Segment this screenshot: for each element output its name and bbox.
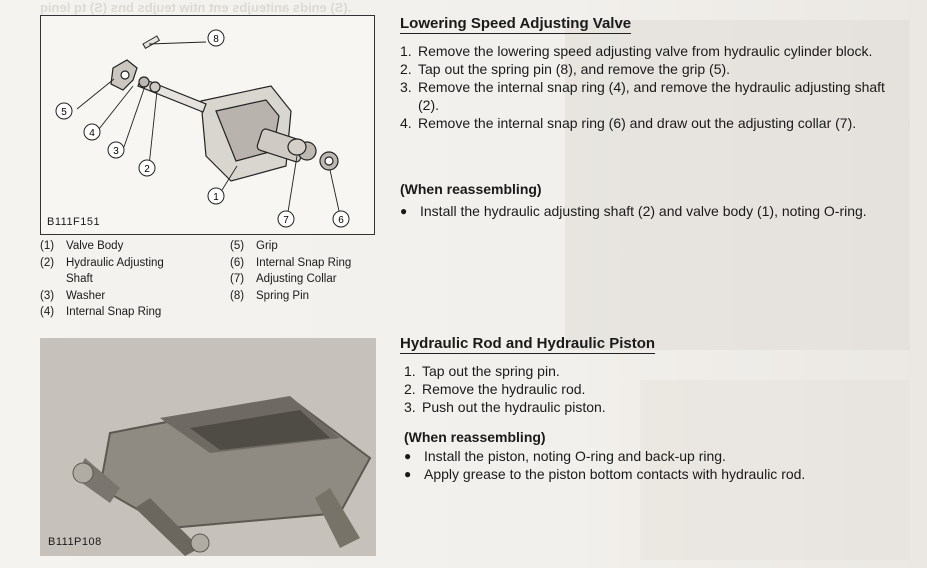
legend-item: (4) Internal Snap Ring [40, 306, 162, 318]
step-item: 1. Remove the lowering speed adjusting valve from hydraulic cylinder block. [400, 43, 873, 59]
section-title-lowering-valve: Lowering Speed Adjusting Valve [400, 15, 632, 32]
svg-text:1: 1 [213, 192, 219, 203]
step-item: 2. Remove the hydraulic rod. [404, 381, 586, 397]
legend-right [230, 238, 351, 304]
reassembly-notes [400, 202, 895, 220]
step-item: 4. Remove the internal snap ring (6) and draw out the adjusting collar (7). [400, 115, 857, 131]
legend-item: (5) Grip [230, 240, 278, 252]
bullet-item: ● Apply grease to the piston bottom contacts with hydraulic rod. [404, 466, 806, 482]
photo-illustration [40, 338, 376, 556]
svg-text:5: 5 [61, 107, 67, 118]
legend-item: (8) Spring Pin [230, 289, 310, 302]
callout-4 [84, 124, 100, 140]
bullet-item: ● Install the piston, noting O-ring and back-up ring. [404, 448, 726, 464]
figure-code: B111F151 [47, 216, 101, 228]
valve-exploded-diagram [41, 16, 374, 234]
callout-8 [208, 30, 224, 46]
exploded-view-figure [40, 15, 375, 235]
svg-text:6: 6 [338, 215, 344, 226]
step-item: 3. Push out the hydraulic piston. [404, 399, 606, 415]
section-title-hydraulic-rod: Hydraulic Rod and Hydraulic Piston [400, 335, 656, 352]
bleed-through-text: .(S) enids aniteujbs ent ntiw teujbs bns (S) tq leniq [40, 0, 352, 15]
bullet-item: ● Install the hydraulic adjusting shaft (2) and valve body (1), noting O-ring. [400, 203, 867, 219]
svg-text:3: 3 [113, 146, 119, 157]
hydraulic-photo [40, 338, 376, 556]
shaft-drawing [138, 77, 206, 112]
svg-text:4: 4 [89, 128, 95, 139]
callout-7 [278, 211, 294, 227]
callout-3 [108, 142, 124, 158]
step-item: 1. Tap out the spring pin. [404, 363, 560, 379]
callout-1 [208, 188, 224, 204]
step-item: 3. Remove the internal snap ring (4), and remove the hydraulic adjusting shaft (2). [400, 79, 885, 113]
legend-item: (1) Valve Body [40, 240, 124, 252]
legend-left [40, 238, 164, 321]
steps-hydraulic-rod [404, 362, 894, 416]
svg-text:7: 7 [283, 215, 289, 226]
step-item: 2. Tap out the spring pin (8), and remove the grip (5). [400, 61, 731, 77]
callout-6 [333, 211, 349, 227]
spring-pin-drawing [143, 36, 159, 48]
legend-item: (2) Hydraulic Adjusting [40, 256, 164, 269]
legend-item: (3) Washer [40, 289, 106, 302]
reassembly-heading: (When reassembling) [400, 181, 542, 197]
valve-body-drawing [201, 86, 316, 181]
legend-item: (7) Adjusting Collar [230, 273, 337, 285]
svg-text:8: 8 [213, 34, 219, 45]
legend-item: (6) Internal Snap Ring [230, 256, 352, 269]
photo-code: B111P108 [48, 536, 102, 548]
svg-text:2: 2 [144, 164, 150, 175]
callout-5 [56, 103, 72, 119]
steps-lowering-valve [400, 42, 895, 132]
callout-2 [139, 160, 155, 176]
reassembly-notes [404, 447, 899, 483]
legend-item: Shaft [66, 273, 93, 285]
reassembly-heading: (When reassembling) [404, 429, 546, 445]
grip-drawing [111, 60, 137, 90]
